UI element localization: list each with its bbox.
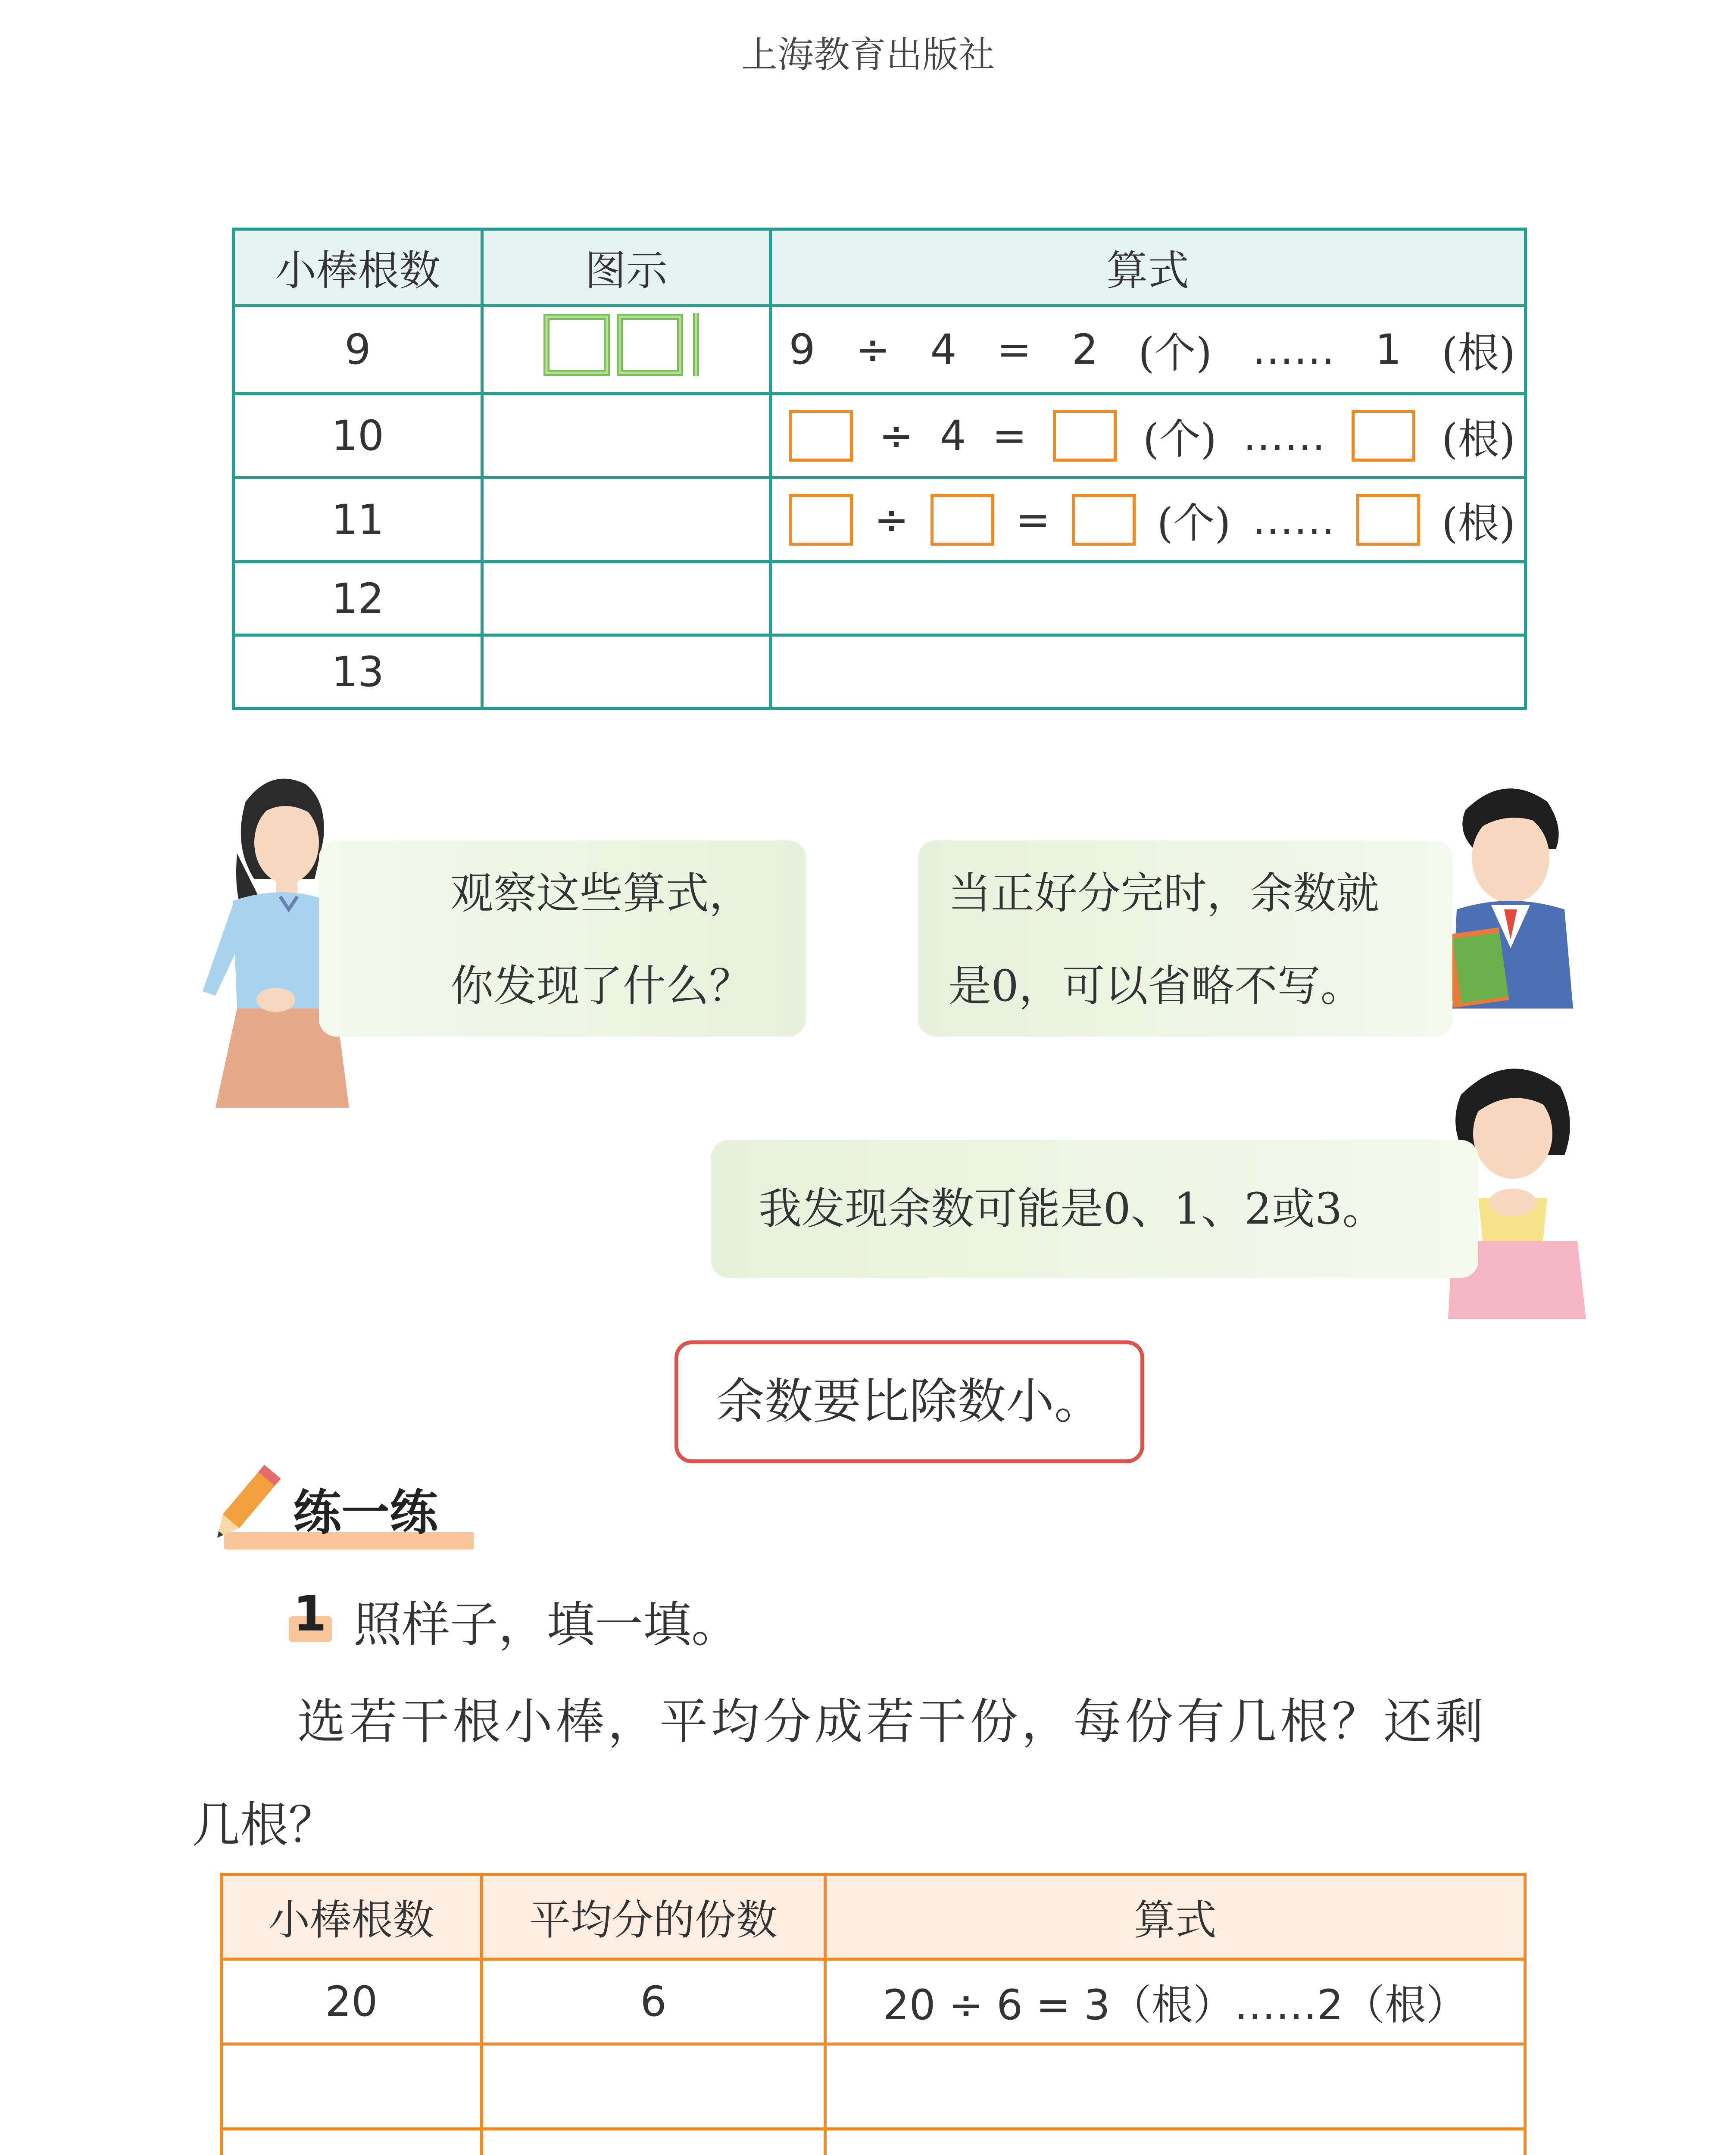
sticks-table — [232, 228, 1527, 710]
answer-box[interactable] — [1053, 410, 1117, 462]
row-count: 10 — [234, 394, 482, 478]
unit-ge: (个) — [1143, 415, 1217, 463]
answer-box[interactable] — [789, 410, 853, 462]
dividend: 9 — [789, 325, 815, 374]
unit-ge: (个) — [1157, 499, 1231, 547]
row-count: 9 — [234, 306, 482, 394]
rule-box: 余数要比除数小。 — [674, 1340, 1144, 1463]
divide-sign: ÷ — [874, 496, 909, 544]
empty-diagram-cell[interactable] — [482, 478, 770, 562]
blank-cell[interactable] — [481, 2044, 825, 2129]
empty-diagram-cell[interactable] — [482, 394, 770, 478]
question-text: 照样子，填一填。 — [353, 1597, 740, 1653]
header-stick-count: 小棒根数 — [234, 229, 482, 306]
header-diagram: 图示 — [482, 229, 770, 306]
boy-speech-bubble — [918, 840, 1452, 1037]
pencil-icon — [203, 1461, 284, 1552]
instruction-line-1: 选若干根小棒，平均分成若干份，每份有几根？还剩 — [297, 1694, 1487, 1750]
empty-formula-cell[interactable] — [770, 635, 1525, 709]
answer-box[interactable] — [1072, 494, 1136, 546]
ellipsis: …… — [1252, 496, 1335, 544]
row-count: 12 — [234, 562, 482, 635]
boy-line-1: 当正好分完时，余数就 — [948, 868, 1379, 918]
header-formula: 算式 — [825, 1874, 1525, 1959]
boy-illustration — [1435, 767, 1590, 1034]
divisor: 4 — [940, 412, 966, 460]
empty-diagram-cell[interactable] — [482, 635, 770, 709]
ellipsis: …… — [1252, 325, 1335, 374]
remainder: 1 — [1375, 325, 1402, 374]
sticks-diagram — [482, 306, 770, 394]
boy-line-2: 是0，可以省略不写。 — [948, 961, 1364, 1011]
answer-box[interactable] — [789, 494, 853, 546]
header-formula: 算式 — [770, 229, 1525, 306]
instruction-line-2: 几根？ — [192, 1797, 337, 1853]
empty-formula-cell[interactable] — [770, 562, 1525, 635]
header-stick-count: 小棒根数 — [222, 1874, 482, 1959]
blank-cell[interactable] — [222, 2044, 482, 2129]
divide-sign: ÷ — [855, 325, 890, 374]
question-number: 1 — [293, 1586, 327, 1642]
example-parts: 6 — [481, 1959, 825, 2044]
equals-sign: = — [992, 412, 1027, 460]
divisor: 4 — [930, 325, 957, 374]
unit-ge: (个) — [1138, 328, 1212, 377]
practice-table — [220, 1873, 1527, 2155]
blank-cell[interactable] — [481, 2129, 825, 2155]
answer-box[interactable] — [1356, 494, 1420, 546]
equals-sign: = — [1015, 496, 1050, 544]
ellipsis: …… — [1243, 412, 1326, 460]
practice-title: 练一练 — [293, 1484, 438, 1541]
row-count: 11 — [234, 478, 482, 562]
unit-gen: (根) — [1442, 499, 1515, 547]
answer-box[interactable] — [1352, 410, 1415, 462]
header-parts: 平均分的份数 — [481, 1874, 825, 1959]
teacher-line-2: 你发现了什么？ — [450, 961, 752, 1011]
girl-speech-bubble — [711, 1140, 1478, 1278]
example-count: 20 — [222, 1959, 482, 2044]
blank-cell[interactable] — [222, 2129, 482, 2155]
divide-sign: ÷ — [879, 412, 914, 460]
answer-box[interactable] — [930, 494, 994, 546]
publisher-header: 上海教育出版社 — [741, 34, 995, 76]
blank-cell[interactable] — [825, 2044, 1525, 2129]
row-count: 13 — [234, 635, 482, 709]
equals-sign: = — [997, 325, 1032, 374]
empty-diagram-cell[interactable] — [482, 562, 770, 635]
teacher-speech-bubble — [319, 840, 806, 1037]
unit-gen: (根) — [1442, 415, 1515, 463]
quotient: 2 — [1071, 325, 1098, 374]
example-formula: 20 ÷ 6 = 3（根）……2（根） — [825, 1959, 1525, 2044]
blank-cell[interactable] — [825, 2129, 1525, 2155]
unit-gen: (根) — [1442, 328, 1515, 377]
teacher-line-1: 观察这些算式， — [450, 868, 752, 918]
sticks-squares-icon — [536, 308, 717, 381]
girl-line: 我发现余数可能是0、1、2或3。 — [759, 1184, 1386, 1234]
